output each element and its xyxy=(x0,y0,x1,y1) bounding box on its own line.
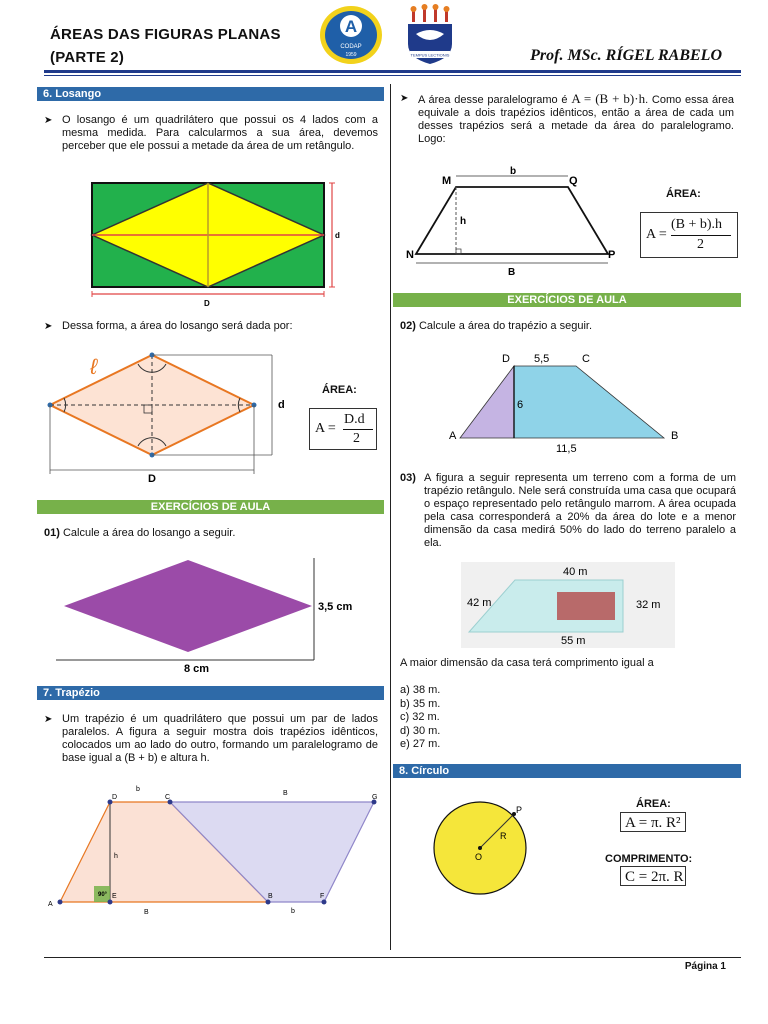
section-circulo-header: 8. Círculo xyxy=(393,764,741,778)
q01-rhombus-figure xyxy=(56,556,386,678)
parallelogram-figure xyxy=(40,780,385,920)
footer-rule xyxy=(44,957,741,958)
exercicios-header-left: EXERCÍCIOS DE AULA xyxy=(37,500,384,514)
q02-pt-C: C xyxy=(582,353,590,365)
pt-Q-label: Q xyxy=(569,175,578,187)
paralelogramo-formula: A = (B + b)·h xyxy=(571,91,646,106)
pt-C-label: C xyxy=(165,794,171,801)
question-02 xyxy=(400,320,734,333)
losango-intro-text: O losango é um quadrilátero que possui os 4 lados com a mesma medida. Para calcularmos a sua área, devemos perceber que ele possui a metade da área de um retângulo. xyxy=(62,114,378,152)
q03-top-label: 40 m xyxy=(563,566,588,578)
pt-F-label: F xyxy=(320,893,325,900)
q03-terrain-figure xyxy=(461,562,675,648)
pt-A-label: A xyxy=(48,901,53,908)
q03-option-d[interactable]: d) 30 m. xyxy=(400,724,441,737)
logo1-letter: A xyxy=(344,17,358,36)
label-B: B xyxy=(508,267,516,278)
q01-width-label: 8 cm xyxy=(184,663,210,675)
circulo-comprimento-formula: C = 2π. R xyxy=(620,866,686,886)
losango-diagonals-figure xyxy=(42,344,302,486)
circle-pt-P: P xyxy=(516,805,523,815)
exercicios-header-right: EXERCÍCIOS DE AULA xyxy=(393,293,741,307)
label-h-right: h xyxy=(460,216,467,227)
author-name: Prof. MSc. RÍGEL RABELO xyxy=(530,47,722,64)
label-h: h xyxy=(114,853,118,860)
circle-radius-label: R xyxy=(500,831,507,841)
fig2-side-label: ℓ xyxy=(90,354,98,379)
label-b: b xyxy=(510,166,517,177)
section-trapezio-header: 7. Trapézio xyxy=(37,686,384,700)
q03-bottom-label: 55 m xyxy=(561,635,586,647)
losango-area-label: ÁREA: xyxy=(322,384,357,396)
arrow-bullet-icon: ➤ xyxy=(44,115,53,126)
pt-G-label: G xyxy=(372,794,378,801)
logo1-year: 1959 xyxy=(345,52,357,58)
q03-option-a[interactable]: a) 38 m. xyxy=(400,684,441,696)
q02-pt-B: B xyxy=(671,430,679,442)
pt-E-label: E xyxy=(112,893,117,900)
header-rule xyxy=(44,70,741,73)
pt-N-label: N xyxy=(406,249,414,261)
losango-area-paragraph xyxy=(44,320,378,333)
fraction-bar xyxy=(671,235,731,236)
circle-figure xyxy=(428,798,538,898)
q02-trapezoid-figure xyxy=(440,348,690,458)
label-B-bottom: B xyxy=(144,909,149,916)
q02-text: Calcule a área do trapézio a seguir. xyxy=(418,320,593,332)
q03-option-c[interactable]: c) 32 m. xyxy=(400,711,440,723)
page-number: Página 1 xyxy=(684,961,726,972)
q03-option-b[interactable]: b) 35 m. xyxy=(400,697,441,710)
q03-question-prompt: A maior dimensão da casa terá comprimento igual a xyxy=(400,657,654,669)
formula-numerator: D.d xyxy=(344,412,365,427)
q01-number: 01) xyxy=(44,527,60,539)
doc-title-line2: (PARTE 2) xyxy=(50,49,125,66)
label-b-bottom: b xyxy=(291,908,295,915)
arrow-bullet-icon: ➤ xyxy=(44,714,53,725)
circulo-area-formula: A = π. R² xyxy=(620,812,686,832)
formula-denominator: 2 xyxy=(353,431,360,446)
fig2-d-label: d xyxy=(278,399,285,411)
q02-base-length: 11,5 xyxy=(556,443,577,455)
q03-option-e[interactable]: e) 27 m. xyxy=(400,738,441,750)
trapezio-intro-paragraph xyxy=(44,713,378,765)
q02-top-length: 5,5 xyxy=(534,353,550,365)
losango-rectangle-figure xyxy=(84,178,354,310)
pt-B-label: B xyxy=(268,893,273,900)
q03-left-label: 42 m xyxy=(467,597,492,609)
losango-area-formula xyxy=(309,408,377,450)
paralelogramo-area-paragraph xyxy=(400,92,734,146)
pt-M-label: M xyxy=(442,175,452,187)
codap-logo xyxy=(318,4,384,66)
fig1-D-label: D xyxy=(204,299,210,308)
doc-title-line1: ÁREAS DAS FIGURAS PLANAS xyxy=(50,26,281,43)
section-losango-header: 6. Losango xyxy=(37,87,384,101)
question-03 xyxy=(400,472,736,550)
losango-intro-paragraph xyxy=(44,114,378,153)
logo2-motto: TEMPUS LECTIONIS xyxy=(410,52,450,58)
formula-denominator: 2 xyxy=(697,237,704,252)
column-divider xyxy=(390,84,391,950)
trapezoid-MNPQ-figure xyxy=(400,164,620,282)
logo1-sub: CODAP xyxy=(340,44,362,50)
q03-right-label: 32 m xyxy=(636,599,661,611)
arrow-bullet-icon: ➤ xyxy=(400,93,409,104)
formula-numerator: (B + b).h xyxy=(671,217,723,232)
circle-center-O: O xyxy=(475,852,483,862)
q03-options-list xyxy=(400,684,440,752)
trapezio-intro-text: Um trapézio é um quadrilátero que possui um par de lados paralelos. A figura a seguir mostra dois trapézios idênticos, colocados um ao lado do outro, formando um paralelogramo de base igual a (B + b) e altura h. xyxy=(62,713,378,764)
q01-text: Calcule a área do losango a seguir. xyxy=(62,527,236,539)
arrow-bullet-icon: ➤ xyxy=(44,321,53,332)
q02-pt-D: D xyxy=(502,353,510,365)
q03-text: A figura a seguir representa um terreno com a forma de um trapézio retângulo. Nele será construída uma casa que ocupará o espaço representado pelo retângulo marrom. A área ocupada pela casa corresponderá a 20% da área do lote e a menor dimensão da casa medirá 50% do lado do terreno paralelo a ela. xyxy=(424,472,736,549)
formula-lhs: A = xyxy=(315,421,336,436)
fraction-bar xyxy=(343,429,373,430)
fig1-d-label: d xyxy=(335,231,340,240)
paralelogramo-text-pre: A área desse paralelogramo é xyxy=(418,94,568,106)
label-right-angle: 90° xyxy=(98,892,108,898)
q01-height-label: 3,5 cm xyxy=(318,601,353,613)
ufs-crest-logo xyxy=(404,4,456,66)
q03-number: 03) xyxy=(400,472,416,484)
question-01 xyxy=(44,527,378,540)
circulo-comprimento-label: COMPRIMENTO: xyxy=(605,853,693,865)
paralelogramo-text-post: . Como essa área equivale a dois trapézios idênticos, então a área de cada um desses trapézios será a metade da área do paralelogramo. Logo: xyxy=(418,94,734,145)
formula-lhs: A = xyxy=(646,227,667,242)
trapezio-area-label: ÁREA: xyxy=(666,188,701,200)
circulo-area-label: ÁREA: xyxy=(636,798,671,810)
label-B-top: B xyxy=(283,790,288,797)
losango-area-text: Dessa forma, a área do losango será dada por: xyxy=(62,320,293,332)
label-b-top: b xyxy=(136,786,140,793)
q02-pt-A: A xyxy=(449,430,457,442)
header-rule-thin xyxy=(44,75,741,76)
fig2-D-label: D xyxy=(148,473,156,485)
q02-number: 02) xyxy=(400,320,416,332)
pt-D-label: D xyxy=(112,794,118,801)
pt-P-label: P xyxy=(608,249,616,261)
trapezio-area-formula xyxy=(640,212,738,258)
q02-height: 6 xyxy=(517,399,524,411)
